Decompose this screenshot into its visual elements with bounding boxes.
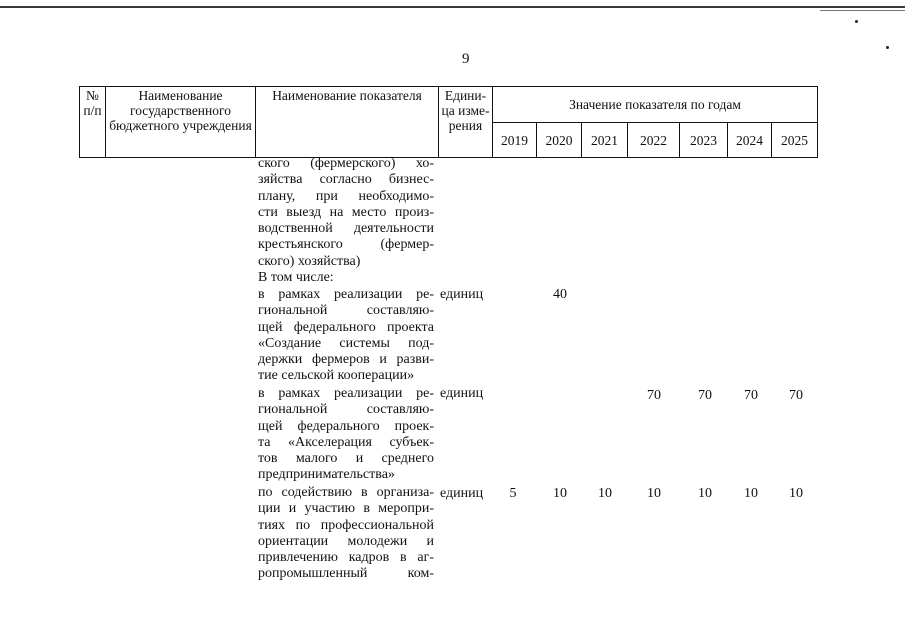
value-cell: 10 [647,486,661,501]
value-cell: 70 [789,388,803,403]
indicator-line: ского) хозяйства) [258,253,361,269]
table-row-indicator [258,287,434,385]
value-cell: 5 [509,486,517,501]
indicator-line: ского (фермерского) хо- [258,156,434,171]
value-cell: 70 [647,388,661,403]
header-year: 2025 [772,123,818,158]
table-row-indicator [258,485,434,583]
indicator-line: сти выезд на место произ- [258,204,434,220]
header-year: 2020 [537,123,582,158]
indicator-line: в рамках реализации ре- [258,287,434,302]
unit-cell: единиц [440,287,484,302]
header-year: 2023 [680,123,728,158]
indicator-line: плану, при необходимо- [258,188,434,204]
indicator-line: щей федерального проек- [258,418,434,434]
header-col-indicator: Наименование показателя [256,87,439,158]
value-cell: 70 [698,388,712,403]
indicator-line: предпринимательства» [258,467,395,483]
unit-cell: единиц [440,486,484,501]
header-col-unit: Едини-ца изме-рения [439,87,493,158]
indicator-line: зяйства согласно бизнес- [258,172,434,188]
table-row-indicator [258,386,434,484]
value-cell: 10 [598,486,612,501]
indicator-line: тов малого и среднего [258,451,434,467]
indicator-line: щей федерального проекта [258,319,434,335]
indicator-line: «Создание системы под- [258,335,434,351]
indicator-line: ориентации молодежи и [258,533,434,549]
header-year: 2024 [728,123,772,158]
value-cell: 10 [698,486,712,501]
indicator-line: гиональной составляю- [258,402,434,418]
page-number: 9 [462,51,470,67]
indicator-line: В том числе: [258,270,334,286]
header-year: 2022 [628,123,680,158]
indicator-line: ции и участию в меропри- [258,501,434,517]
value-cell: 10 [553,486,567,501]
indicator-line: держки фермеров и разви- [258,352,434,368]
indicator-line: по содействию в организа- [258,485,434,500]
value-cell: 10 [744,486,758,501]
indicator-line: тиях по профессиональной [258,517,434,533]
header-col-number: № п/п [80,87,106,158]
indicator-line: гиональной составляю- [258,303,434,319]
indicator-line: ропромышленный ком- [258,566,434,582]
header-year: 2019 [493,123,537,158]
indicator-line: водственной деятельности [258,221,434,237]
indicator-line: в рамках реализации ре- [258,386,434,401]
indicator-line: привлечению кадров в аг- [258,550,434,566]
unit-cell: единиц [440,386,484,401]
indicator-continuation [258,156,434,286]
indicator-line: крестьянского (фермер- [258,237,434,253]
header-year: 2021 [582,123,628,158]
indicator-line: тие сельской кооперации» [258,368,415,384]
value-cell: 10 [789,486,803,501]
indicator-line: та «Акселерация субъек- [258,434,434,450]
header-col-values: Значение показателя по годам [493,87,818,123]
header-col-institution: Наименование государственного бюджетного учреждения [106,87,256,158]
value-cell: 70 [744,388,758,403]
value-cell: 40 [553,287,567,302]
